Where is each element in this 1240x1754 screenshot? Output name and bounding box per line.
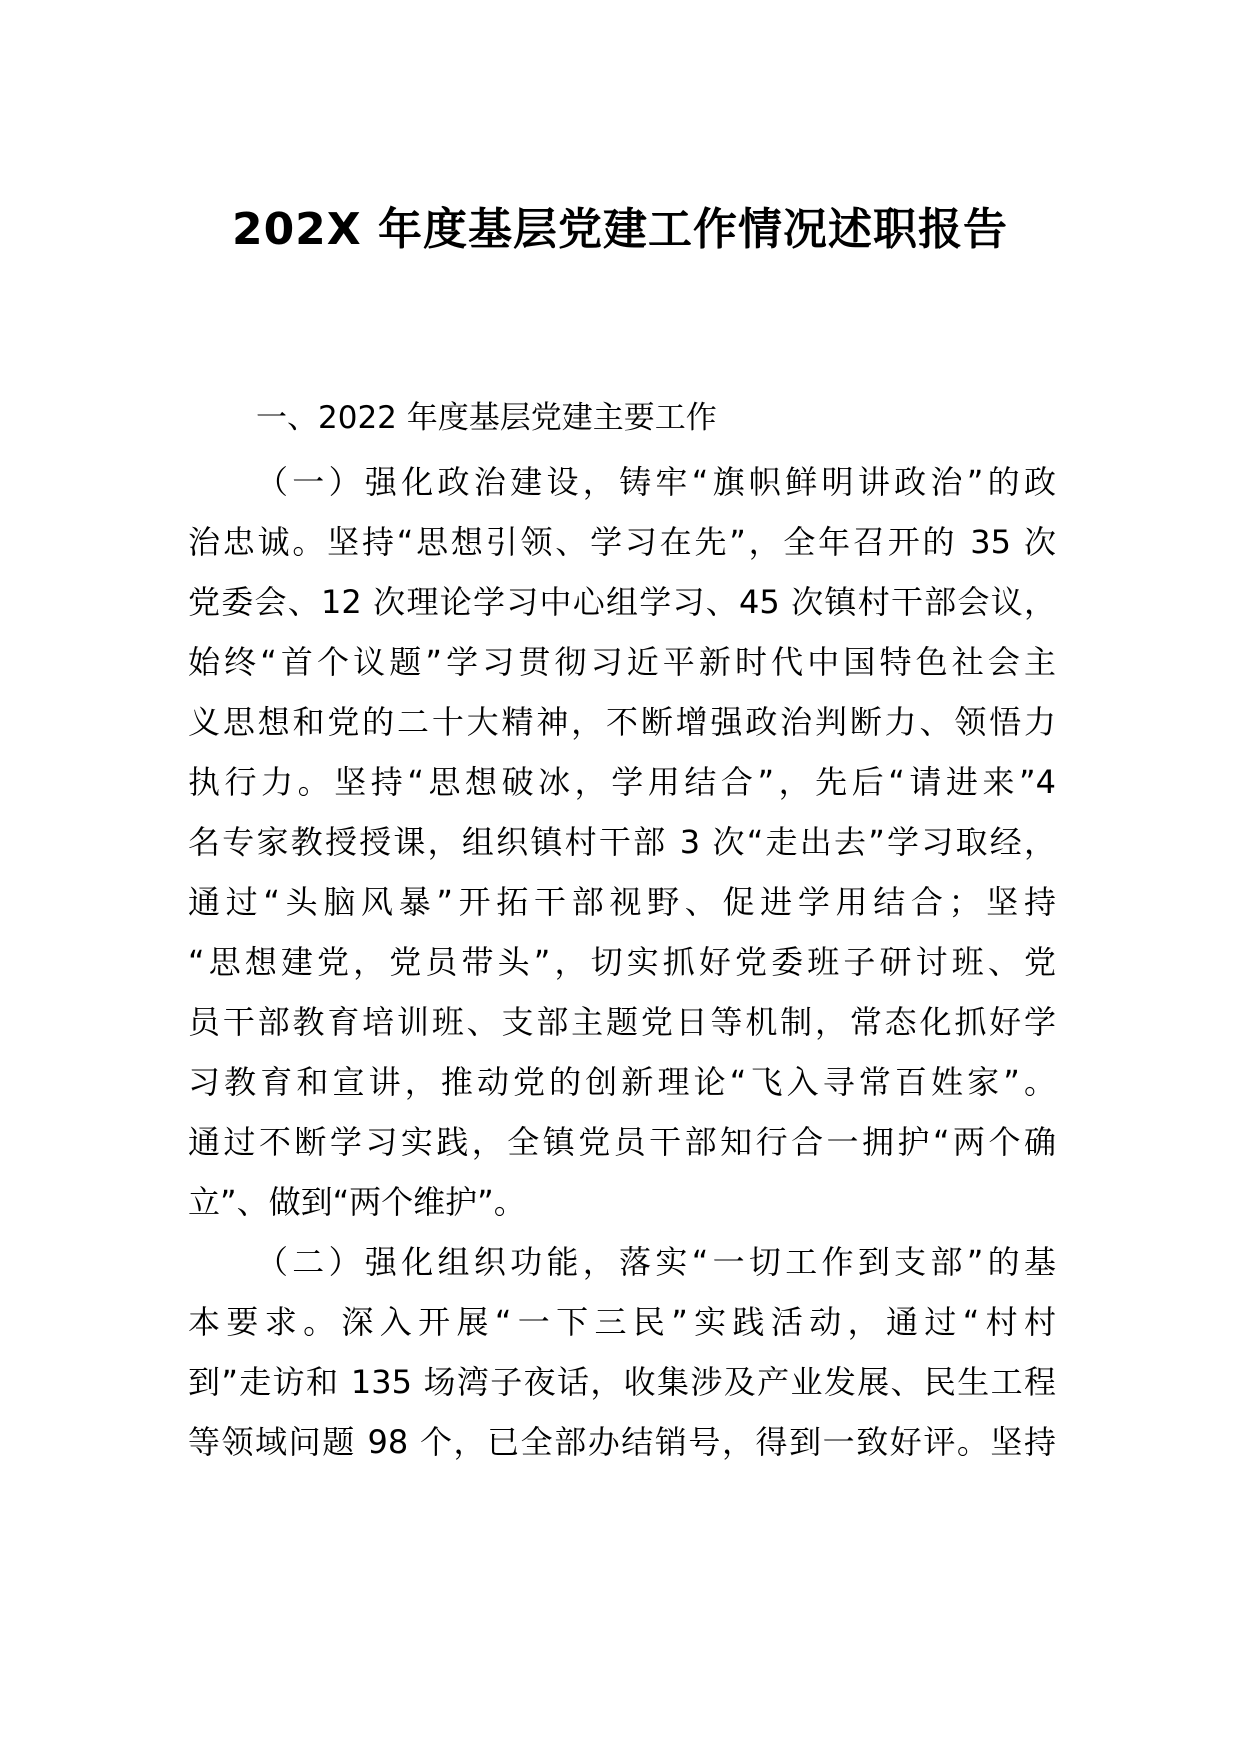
paragraph-2-line-1: （二）强化组织功能，落实“一切工作到支部”的基 [256, 1243, 1056, 1281]
paragraph-1-line-1: （一）强化政治建设，铸牢“旗帜鲜明讲政治”的政 [256, 463, 1056, 501]
paragraph-1-line-3: 党委会、12 次理论学习中心组学习、45 次镇村干部会议， [188, 583, 1056, 621]
paragraph-1-line-13: 立”、做到“两个维护”。 [188, 1183, 526, 1221]
paragraph-2-line-3: 到”走访和 135 场湾子夜话，收集涉及产业发展、民生工程 [188, 1363, 1056, 1401]
paragraph-1-line-11: 习教育和宣讲，推动党的创新理论“飞入寻常百姓家”。 [188, 1063, 1056, 1101]
paragraph-1-line-5: 义思想和党的二十大精神，不断增强政治判断力、领悟力 [188, 703, 1056, 741]
paragraph-1-line-8: 通过“头脑风暴”开拓干部视野、促进学用结合；坚持 [188, 883, 1056, 921]
document-title: 202X 年度基层党建工作情况述职报告 [231, 204, 1009, 255]
paragraph-1-line-6: 执行力。坚持“思想破冰，学用结合”，先后“请进来”4 [188, 763, 1056, 801]
paragraph-1-line-7: 名专家教授授课，组织镇村干部 3 次“走出去”学习取经， [188, 823, 1056, 861]
paragraph-1-line-12: 通过不断学习实践，全镇党员干部知行合一拥护“两个确 [188, 1123, 1056, 1161]
paragraph-1-line-2: 治忠诚。坚持“思想引领、学习在先”，全年召开的 35 次 [188, 523, 1056, 561]
paragraph-1-line-10: 员干部教育培训班、支部主题党日等机制，常态化抓好学 [188, 1003, 1056, 1041]
paragraph-2-line-4: 等领域问题 98 个，已全部办结销号，得到一致好评。坚持 [188, 1423, 1056, 1461]
paragraph-1-line-4: 始终“首个议题”学习贯彻习近平新时代中国特色社会主 [188, 643, 1056, 681]
section-heading: 一、2022 年度基层党建主要工作 [256, 400, 717, 436]
paragraph-1-line-9: “思想建党，党员带头”，切实抓好党委班子研讨班、党 [188, 943, 1056, 981]
paragraph-2-line-2: 本要求。深入开展“一下三民”实践活动，通过“村村 [188, 1303, 1056, 1341]
